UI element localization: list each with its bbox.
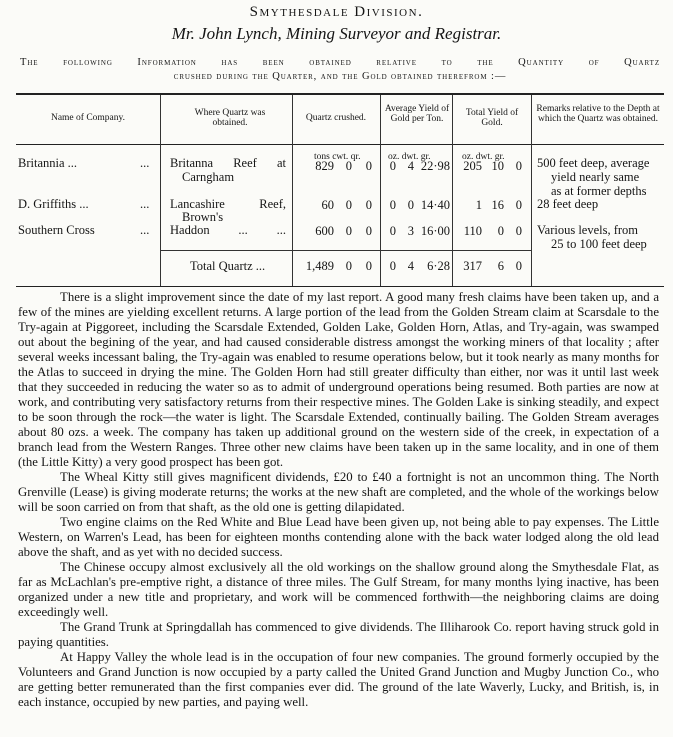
cwt: 0 — [345, 224, 352, 238]
total-gr: 0 — [515, 259, 522, 273]
where-obtained: Haddon ... ... — [170, 223, 286, 237]
paragraph: The Grand Trunk at Springdallah has commenced to give dividends. The Illiharook Co. report having struck gold in paying quantities. — [18, 620, 659, 650]
units-quartz: tons cwt. qr. — [314, 152, 361, 162]
cwt: 0 — [345, 259, 352, 273]
avg-gr: 22·98 — [420, 159, 450, 173]
header-total: Total Yield of Gold. — [465, 108, 519, 128]
cwt: 0 — [345, 159, 352, 173]
total-label: Total Quartz ... — [190, 259, 266, 273]
units-average: oz. dwt. gr. — [388, 152, 431, 162]
column-divider — [531, 95, 532, 286]
total-gr: 0 — [515, 159, 522, 173]
header-where: Where Quartz was obtained. — [194, 108, 266, 128]
avg-dwt: 4 — [407, 259, 414, 273]
company-name: Britannia ... — [18, 156, 78, 170]
total-row-rule — [160, 250, 531, 251]
column-divider — [452, 95, 453, 286]
paragraph: At Happy Valley the whole lead is in the occupation of four new companies. The ground formerly occupied by the Volunteers and Grand Junction is now occupied by a party called the United Grand Junction and Mugby Junction Co., who are getting better remunerated than the first companies ever did. The ground of the late Waverly, Lucky, and British, is, in each instance, occupied by new parties, and paying well. — [18, 650, 659, 710]
remarks-cont: as at former depths — [551, 184, 647, 198]
cwt: 0 — [345, 198, 352, 212]
avg-dwt: 0 — [407, 198, 414, 212]
avg-oz: 0 — [389, 259, 396, 273]
tons: 1,489 — [305, 259, 334, 273]
where-obtained: Lancashire Reef, — [170, 197, 286, 211]
division-title: Smythesdale Division. — [249, 4, 424, 20]
remarks: 500 feet deep, average — [537, 156, 650, 170]
column-divider — [380, 95, 381, 286]
avg-dwt: 4 — [407, 159, 414, 173]
remarks-cont: yield nearly same — [551, 170, 640, 184]
column-divider — [292, 95, 293, 286]
table-bottom-rule — [16, 286, 664, 287]
tons: 600 — [315, 224, 334, 238]
qr: 0 — [365, 224, 372, 238]
total-oz: 110 — [463, 224, 482, 238]
total-gr: 0 — [515, 224, 522, 238]
total-dwt: 10 — [491, 159, 504, 173]
qr: 0 — [365, 159, 372, 173]
table-top-rule — [16, 93, 664, 95]
header-company: Name of Company. — [50, 113, 126, 123]
avg-oz: 0 — [389, 224, 396, 238]
header-average: Average Yield of Gold per Ton. — [384, 104, 450, 124]
units-total: oz. dwt. gr. — [462, 152, 505, 162]
paragraph: The Chinese occupy almost exclusively all the old workings on the shallow ground along the Smythesdale Flat, as far as McLachlan's pre-emptive right, a distance of three miles. The Gulf Stream, for many months lying inactive, has been organized under a new title and proprietary, and work will be commenced forthwith—the neighboring claims are doing exceedingly well. — [18, 560, 659, 620]
tons: 829 — [315, 159, 334, 173]
intro-statement — [20, 56, 660, 84]
avg-oz: 0 — [389, 198, 396, 212]
avg-gr: 6·28 — [427, 259, 450, 273]
remarks-cont: 25 to 100 feet deep — [551, 237, 647, 251]
total-dwt: 0 — [497, 224, 504, 238]
where-obtained: Britanna Reef at — [170, 156, 286, 170]
table-header-rule — [16, 144, 664, 145]
surveyor-heading: Mr. John Lynch, Mining Surveyor and Registrar. — [171, 24, 502, 43]
avg-gr: 16·00 — [420, 224, 450, 238]
intro-line-2: crushed during the Quarter, and the Gold obtained therefrom :— — [173, 71, 507, 82]
remarks: 28 feet deep — [537, 197, 599, 211]
header-quartz: Quartz crushed. — [305, 113, 367, 123]
tons: 60 — [321, 198, 334, 212]
intro-line-1: The following Information has been obtained relative to the Quantity of Quartz — [20, 57, 660, 68]
qr: 0 — [365, 259, 372, 273]
leader-dots: ... — [140, 223, 150, 237]
avg-gr: 14·40 — [420, 198, 450, 212]
company-name: D. Griffiths ... — [18, 197, 89, 211]
total-oz: 317 — [463, 259, 482, 273]
leader-dots: ... — [140, 197, 150, 211]
total-dwt: 6 — [497, 259, 504, 273]
paragraph: Two engine claims on the Red White and Blue Lead have been given up, not being able to pay expenses. The Little Western, on Warren's Lead, has been for eighteen months contending alone with the back water lodged along the old lead above the shaft, and as yet with no decided success. — [18, 515, 659, 560]
where-obtained-cont: Carngham — [182, 170, 235, 184]
header-remarks: Remarks relative to the Depth at which the Quartz was obtained. — [536, 104, 660, 124]
remarks: Various levels, from — [537, 223, 639, 237]
total-oz: 1 — [475, 198, 482, 212]
leader-dots: ... — [140, 156, 150, 170]
column-divider — [160, 95, 161, 286]
qr: 0 — [365, 198, 372, 212]
report-body — [18, 290, 659, 710]
paragraph: The Wheal Kitty still gives magnificent dividends, £20 to £40 a fortnight is not an uncommon thing. The North Grenville (Lease) is giving moderate returns; the works at the new shaft are completed, and the whole of the workings below will be soon carried on from that shaft, as the old one is getting dilapidated. — [18, 470, 659, 515]
paragraph: There is a slight improvement since the date of my last report. A good many fresh claims have been taken up, and a few of the mines are yielding excellent returns. A large portion of the lead from the Golden Stream claim at Scarsdale to the Try-again at Piggoreet, including the Scarsdale Extended, Golden Lake, Golden Horn, Atlas, and Try-again, was swamped out about the begining of the year, and had caused considerable distress amongst the working miners of that locality ; after several weeks incessant baling, the Try-again was enabled to resume operations below, but it took nearly as many months for the Atlas to succeed in drying the mine. The Golden Horn had still greater difficulty than either, nor was it until last week that they succeeded in reducing the water so as to admit of underground operations being resumed. Both parties are now at work, and contributing very satisfactory returns from their respective mines. The Golden Lake is sinking steadily, and expect to be soon through the rock—the water is light. The Scarsdale Extended, continually bailing. The Golden Stream averages about 80 ozs. a week. The company has taken up additional ground on the western side of the creek, in expectation of a branch lead from the Western Ranges. Three other new claims have been taken up in the same locality, and in one of them (the Little Kitty) a very good prospect has been got. — [18, 290, 659, 470]
avg-dwt: 3 — [407, 224, 414, 238]
total-oz: 205 — [463, 159, 482, 173]
where-obtained-cont: Brown's — [182, 210, 224, 224]
total-dwt: 16 — [491, 198, 504, 212]
total-gr: 0 — [515, 198, 522, 212]
avg-oz: 0 — [389, 159, 396, 173]
company-name: Southern Cross — [18, 223, 95, 237]
